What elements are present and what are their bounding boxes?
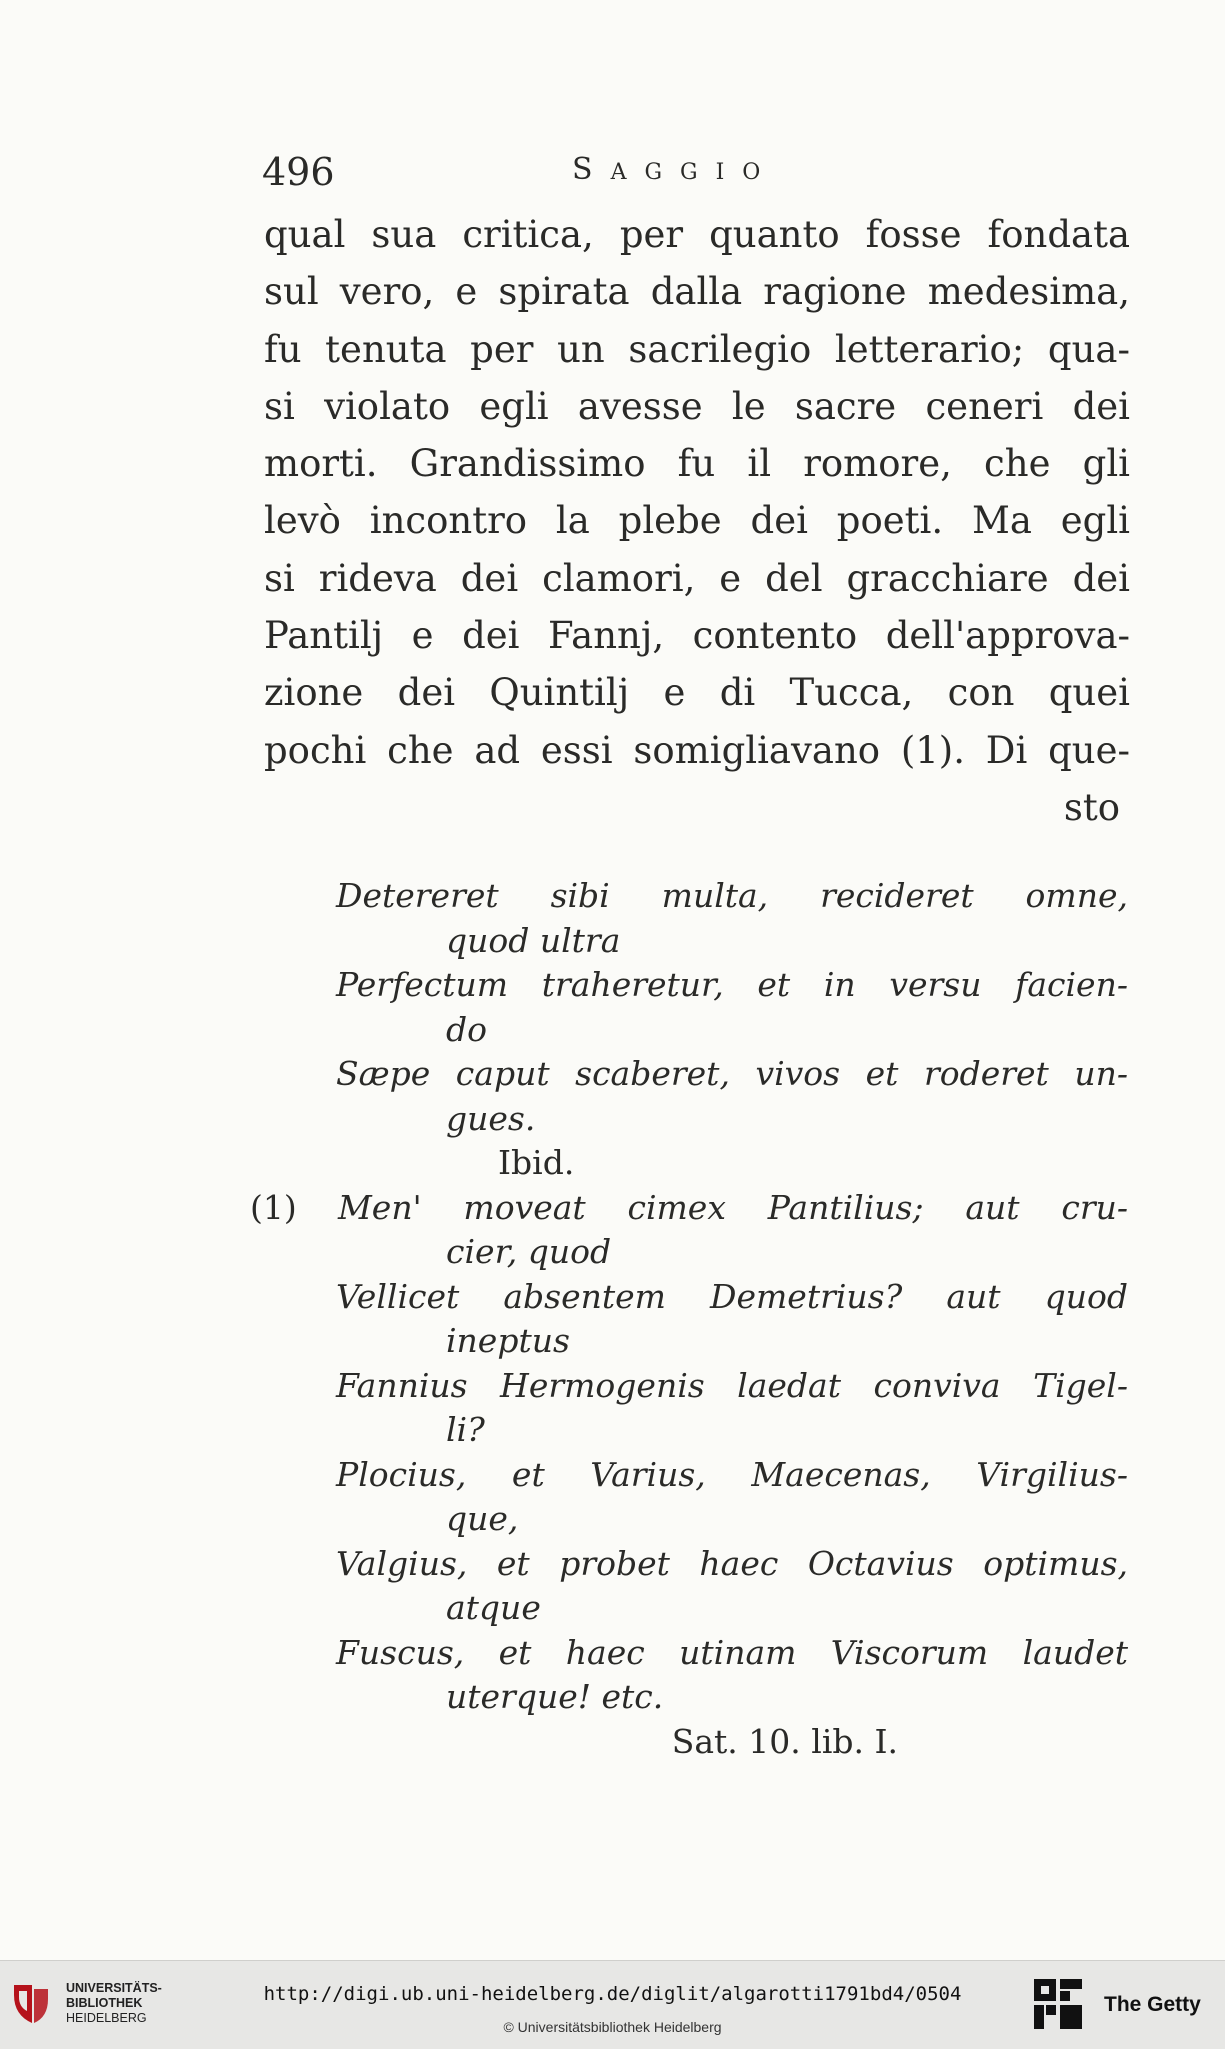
running-title bbox=[572, 152, 778, 187]
verse-line: Men' moveat cimex Pantilius; aut cru- bbox=[338, 1187, 1128, 1227]
verse-continuation: uterque! etc. bbox=[446, 1677, 664, 1716]
footnote-verses bbox=[248, 874, 1128, 1764]
verse-continuation: que, bbox=[446, 1499, 519, 1538]
page-header bbox=[262, 150, 1132, 200]
text-line: zione dei Quintilj e di Tucca, con quei bbox=[264, 671, 1130, 715]
text-line: si violato egli avesse le sacre ceneri dei bbox=[264, 384, 1130, 428]
verse-continuation: quod ultra bbox=[446, 920, 621, 960]
footnote-source: Sat. 10. lib. I. bbox=[671, 1721, 898, 1761]
verse-line: Sæpe caput scaberet, vivos et roderet un- bbox=[336, 1054, 1128, 1093]
main-text bbox=[264, 206, 1130, 836]
catchword: sto bbox=[1063, 785, 1120, 829]
text-line: levò incontro la plebe dei poeti. Ma egli bbox=[264, 499, 1130, 543]
text-line: Pantilj e dei Fannj, contento dell'approva- bbox=[264, 614, 1130, 658]
library-city: HEIDELBERG bbox=[66, 2011, 147, 2025]
text-line: sul vero, e spirata dalla ragione medesima, bbox=[264, 270, 1130, 314]
library-name-line-1: UNIVERSITÄTS- bbox=[66, 1981, 162, 1995]
text-line: pochi che ad essi somigliavano (1). Di que- bbox=[264, 728, 1130, 772]
quote-source: Ibid. bbox=[498, 1143, 575, 1182]
verse-continuation: cier, quod bbox=[446, 1232, 612, 1271]
partner-name: The Getty bbox=[1104, 1993, 1201, 2016]
footnote-first-row bbox=[248, 1186, 1128, 1231]
verse-continuation: atque bbox=[446, 1588, 541, 1627]
verse-line: Valgius, et probet haec Octavius optimus, bbox=[336, 1543, 1128, 1583]
verse-line: Detereret sibi multa, recideret omne, bbox=[336, 876, 1128, 915]
permalink-url[interactable]: http://digi.ub.uni-heidelberg.de/diglit/algarotti1791bd4/0504 bbox=[263, 1983, 962, 2005]
text-line: fu tenuta per un sacrilegio letterario; qua- bbox=[264, 327, 1130, 371]
getty-logo-icon[interactable] bbox=[1030, 1975, 1086, 2035]
verse-continuation: ineptus bbox=[446, 1321, 570, 1360]
page-number: 496 bbox=[262, 150, 335, 194]
text-line: si rideva dei clamori, e del gracchiare dei bbox=[264, 556, 1130, 600]
verse-line: Perfectum traheretur, et in versu facien- bbox=[336, 965, 1128, 1004]
running-title-rest: AGGIO bbox=[610, 160, 779, 185]
verse-continuation: li? bbox=[446, 1410, 485, 1449]
verse-continuation: gues. bbox=[446, 1098, 536, 1138]
verse-line: Vellicet absentem Demetrius? aut quod bbox=[336, 1276, 1128, 1316]
verse-line: Fuscus, et haec utinam Viscorum laudet bbox=[336, 1632, 1128, 1672]
text-line: morti. Grandissimo fu il romore, che gli bbox=[264, 442, 1130, 486]
library-name-line-2: BIBLIOTHEK bbox=[66, 1996, 143, 2010]
verse-line: Plocius, et Varius, Maecenas, Virgilius- bbox=[336, 1454, 1128, 1494]
verse-line: Fannius Hermogenis laedat conviva Tigel- bbox=[336, 1365, 1128, 1405]
verse-continuation: do bbox=[446, 1009, 487, 1049]
viewer-footer bbox=[0, 1960, 1225, 2049]
footnote-marker: (1) bbox=[250, 1187, 297, 1227]
running-title-initial: S bbox=[572, 152, 611, 187]
copyright-notice: © Universitätsbibliothek Heidelberg bbox=[503, 2019, 722, 2035]
text-line: qual sua critica, per quanto fosse fondata bbox=[264, 213, 1130, 256]
